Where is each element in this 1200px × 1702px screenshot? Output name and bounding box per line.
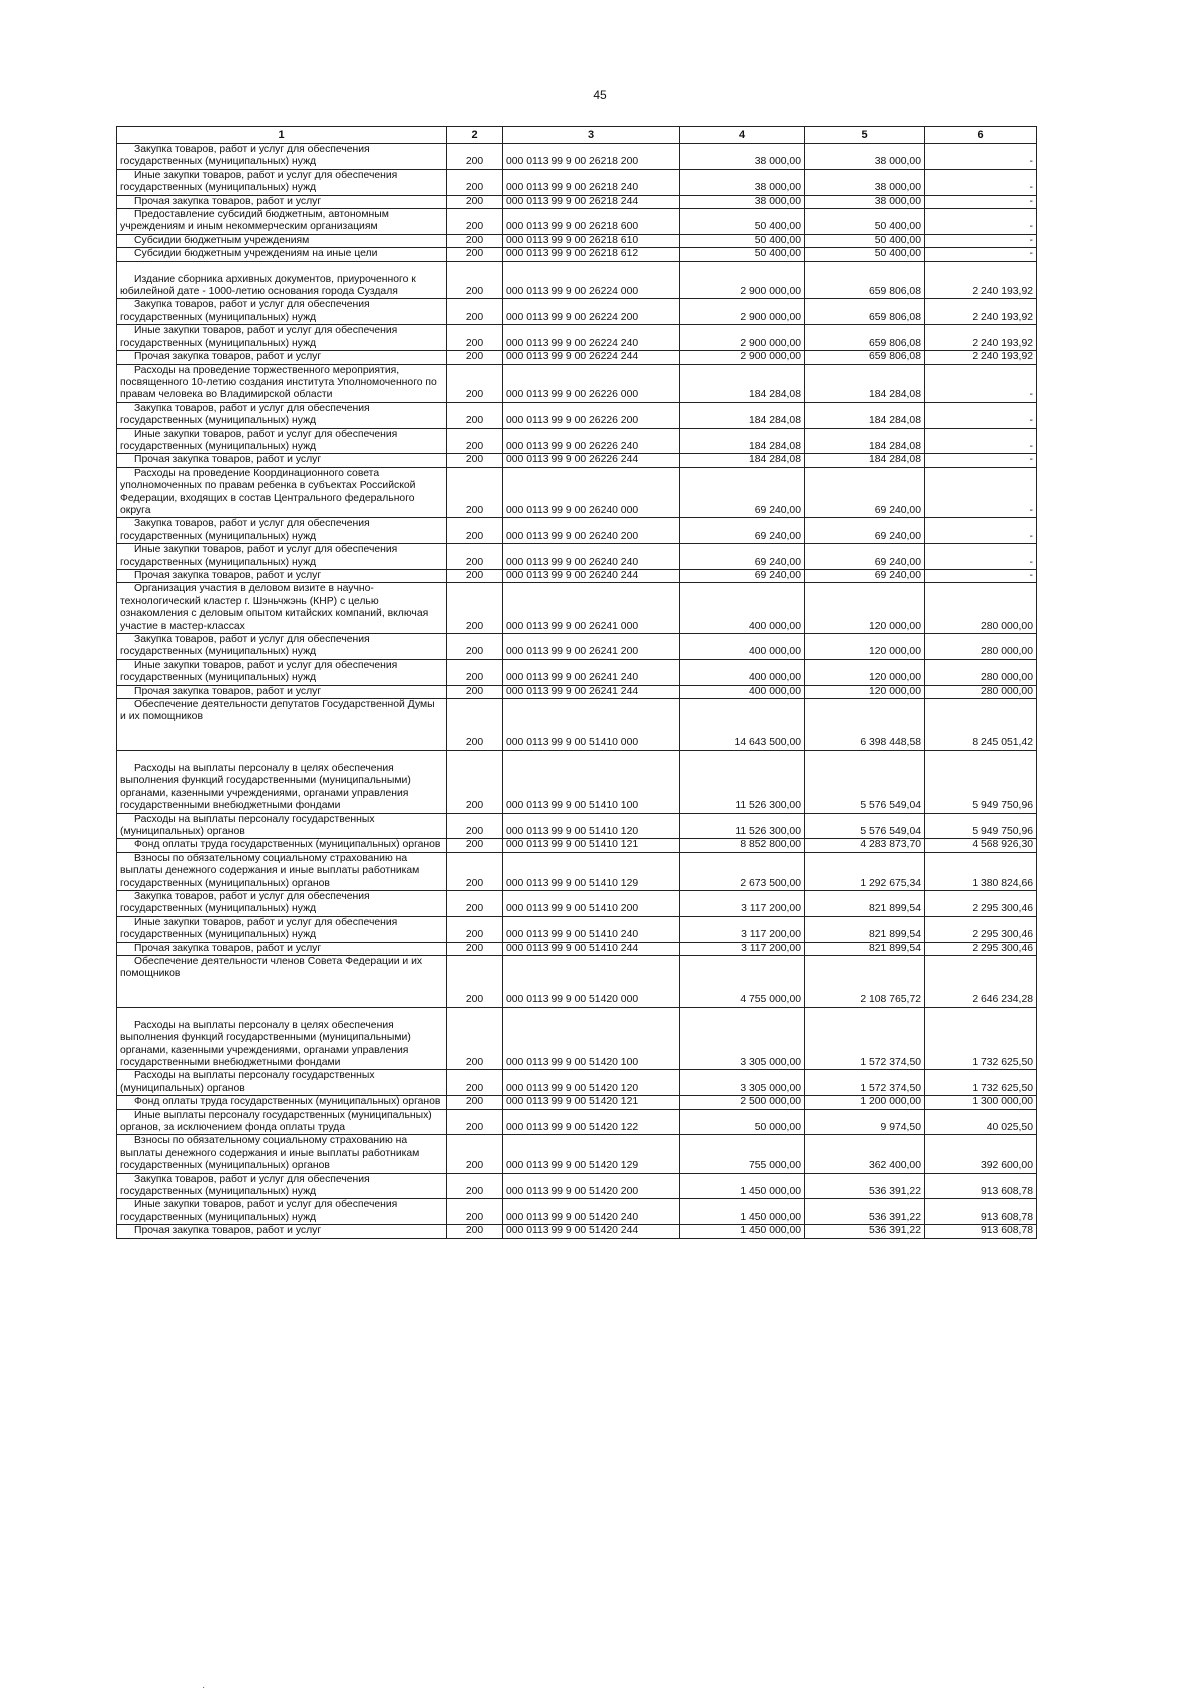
row-name-cell: Фонд оплаты труда государственных (муниципальных) органов: [117, 839, 447, 852]
table-row: [117, 583, 1037, 634]
row-col6-cell: 4 568 926,30: [925, 839, 1037, 852]
row-col5-cell: 69 240,00: [805, 518, 925, 544]
table-row: [117, 261, 1037, 299]
table-row: [117, 544, 1037, 570]
row-col6-cell: 392 600,00: [925, 1135, 1037, 1173]
row-ved-cell: 200: [447, 1007, 503, 1070]
row-name-cell: Иные закупки товаров, работ и услуг для обеспечения государственных (муниципальных) нужд: [117, 1199, 447, 1225]
row-col5-cell: 184 284,08: [805, 454, 925, 467]
row-name-cell: Иные закупки товаров, работ и услуг для обеспечения государственных (муниципальных) нужд: [117, 169, 447, 195]
budget-table: [116, 126, 1037, 1239]
row-col5-cell: 38 000,00: [805, 195, 925, 208]
row-code-cell: 000 0113 99 9 00 26218 610: [503, 234, 680, 247]
row-code-cell: 000 0113 99 9 00 51420 100: [503, 1007, 680, 1070]
table-row: [117, 351, 1037, 364]
row-name-cell: Иные закупки товаров, работ и услуг для обеспечения государственных (муниципальных) нужд: [117, 916, 447, 942]
row-name-cell: Прочая закупка товаров, работ и услуг: [117, 1225, 447, 1238]
row-col4-cell: 38 000,00: [680, 144, 805, 170]
row-name-cell: Прочая закупка товаров, работ и услуг: [117, 570, 447, 583]
row-name-cell: Фонд оплаты труда государственных (муниципальных) органов: [117, 1096, 447, 1109]
table-row: [117, 364, 1037, 402]
table-row: [117, 299, 1037, 325]
row-ved-cell: 200: [447, 916, 503, 942]
row-col6-cell: 2 295 300,46: [925, 916, 1037, 942]
row-col6-cell: 913 608,78: [925, 1199, 1037, 1225]
row-col4-cell: 38 000,00: [680, 195, 805, 208]
row-code-cell: 000 0113 99 9 00 51420 200: [503, 1173, 680, 1199]
row-col6-cell: 2 240 193,92: [925, 299, 1037, 325]
row-code-cell: 000 0113 99 9 00 51410 240: [503, 916, 680, 942]
row-col4-cell: 50 400,00: [680, 234, 805, 247]
row-col5-cell: 362 400,00: [805, 1135, 925, 1173]
table-row: [117, 1007, 1037, 1070]
row-col6-cell: 5 949 750,96: [925, 750, 1037, 813]
table-row: [117, 890, 1037, 916]
row-name-cell: Расходы на выплаты персоналу в целях обеспечения выполнения функций государственными (муниципальными) органами, казенными учреждениями, органами управления государственными внебюджетными фондами: [117, 1007, 447, 1070]
row-ved-cell: 200: [447, 544, 503, 570]
row-col5-cell: 184 284,08: [805, 364, 925, 402]
row-name-cell: Взносы по обязательному социальному страхованию на выплаты денежного содержания и иные выплаты работникам государственных (муниципальных) органов: [117, 852, 447, 890]
row-code-cell: 000 0113 99 9 00 26241 244: [503, 685, 680, 698]
row-code-cell: 000 0113 99 9 00 26218 600: [503, 209, 680, 235]
page-number: 45: [593, 88, 607, 102]
table-row: [117, 916, 1037, 942]
row-ved-cell: 200: [447, 685, 503, 698]
row-ved-cell: 200: [447, 659, 503, 685]
row-name-cell: Расходы на проведение торжественного мероприятия, посвященного 10-летию создания института Уполномоченного по правам человека во Владимирской области: [117, 364, 447, 402]
row-name-cell: Субсидии бюджетным учреждениям на иные цели: [117, 248, 447, 261]
table-row: [117, 942, 1037, 955]
row-col4-cell: 3 305 000,00: [680, 1070, 805, 1096]
row-col4-cell: 2 673 500,00: [680, 852, 805, 890]
row-name-cell: Закупка товаров, работ и услуг для обеспечения государственных (муниципальных) нужд: [117, 518, 447, 544]
row-ved-cell: 200: [447, 699, 503, 751]
row-col6-cell: -: [925, 467, 1037, 518]
row-code-cell: 000 0113 99 9 00 26218 240: [503, 169, 680, 195]
row-ved-cell: 200: [447, 248, 503, 261]
row-ved-cell: 200: [447, 195, 503, 208]
row-col6-cell: 1 300 000,00: [925, 1096, 1037, 1109]
table-row: [117, 750, 1037, 813]
row-ved-cell: 200: [447, 428, 503, 454]
row-ved-cell: 200: [447, 1225, 503, 1238]
table-row: [117, 852, 1037, 890]
table-row: [117, 248, 1037, 261]
row-col4-cell: 3 117 200,00: [680, 916, 805, 942]
row-code-cell: 000 0113 99 9 00 26224 240: [503, 325, 680, 351]
row-ved-cell: 200: [447, 1199, 503, 1225]
row-col4-cell: 400 000,00: [680, 685, 805, 698]
row-col4-cell: 50 400,00: [680, 209, 805, 235]
row-col5-cell: 821 899,54: [805, 942, 925, 955]
row-name-cell: Иные закупки товаров, работ и услуг для обеспечения государственных (муниципальных) нужд: [117, 325, 447, 351]
row-col5-cell: 536 391,22: [805, 1199, 925, 1225]
row-code-cell: 000 0113 99 9 00 26224 200: [503, 299, 680, 325]
row-col6-cell: -: [925, 144, 1037, 170]
row-col5-cell: 50 400,00: [805, 248, 925, 261]
row-col5-cell: 120 000,00: [805, 685, 925, 698]
row-col6-cell: -: [925, 518, 1037, 544]
row-name-cell: Закупка товаров, работ и услуг для обеспечения государственных (муниципальных) нужд: [117, 634, 447, 660]
row-ved-cell: 200: [447, 634, 503, 660]
row-col5-cell: 69 240,00: [805, 467, 925, 518]
row-col6-cell: 280 000,00: [925, 659, 1037, 685]
row-code-cell: 000 0113 99 9 00 26240 000: [503, 467, 680, 518]
row-col6-cell: 2 240 193,92: [925, 261, 1037, 299]
table-row: [117, 144, 1037, 170]
row-col5-cell: 4 283 873,70: [805, 839, 925, 852]
row-ved-cell: 200: [447, 570, 503, 583]
row-code-cell: 000 0113 99 9 00 51420 120: [503, 1070, 680, 1096]
row-col6-cell: 2 295 300,46: [925, 942, 1037, 955]
row-col6-cell: 2 240 193,92: [925, 351, 1037, 364]
row-code-cell: 000 0113 99 9 00 51420 122: [503, 1109, 680, 1135]
row-code-cell: 000 0113 99 9 00 51420 240: [503, 1199, 680, 1225]
column-header: 6: [925, 127, 1037, 144]
row-name-cell: Организация участия в деловом визите в научно-технологический кластер г. Шэньчжэнь (КНР) с целью ознакомления с деловым опытом китайских компаний, включая участие в мастер-классах: [117, 583, 447, 634]
row-name-cell: Расходы на выплаты персоналу государственных (муниципальных) органов: [117, 813, 447, 839]
row-ved-cell: 200: [447, 852, 503, 890]
row-code-cell: 000 0113 99 9 00 26226 000: [503, 364, 680, 402]
row-col4-cell: 1 450 000,00: [680, 1199, 805, 1225]
row-col4-cell: 184 284,08: [680, 402, 805, 428]
row-col6-cell: 913 608,78: [925, 1173, 1037, 1199]
column-header: 5: [805, 127, 925, 144]
row-col5-cell: 1 200 000,00: [805, 1096, 925, 1109]
row-col5-cell: 50 400,00: [805, 209, 925, 235]
row-col6-cell: -: [925, 428, 1037, 454]
row-col6-cell: -: [925, 234, 1037, 247]
table-row: [117, 234, 1037, 247]
row-name-cell: Взносы по обязательному социальному страхованию на выплаты денежного содержания и иные выплаты работникам государственных (муниципальных) органов: [117, 1135, 447, 1173]
row-col4-cell: 184 284,08: [680, 364, 805, 402]
row-col4-cell: 69 240,00: [680, 518, 805, 544]
row-code-cell: 000 0113 99 9 00 26224 244: [503, 351, 680, 364]
row-code-cell: 000 0113 99 9 00 26241 240: [503, 659, 680, 685]
table-row: [117, 1173, 1037, 1199]
row-name-cell: Прочая закупка товаров, работ и услуг: [117, 454, 447, 467]
row-ved-cell: 200: [447, 518, 503, 544]
row-col6-cell: -: [925, 570, 1037, 583]
column-header: 2: [447, 127, 503, 144]
table-row: [117, 467, 1037, 518]
row-name-cell: Издание сборника архивных документов, приуроченного к юбилейной дате - 1000-летию основания города Суздаля: [117, 261, 447, 299]
row-col4-cell: 184 284,08: [680, 428, 805, 454]
row-ved-cell: 200: [447, 467, 503, 518]
row-code-cell: 000 0113 99 9 00 26240 244: [503, 570, 680, 583]
row-col6-cell: 1 732 625,50: [925, 1007, 1037, 1070]
row-col4-cell: 2 500 000,00: [680, 1096, 805, 1109]
row-code-cell: 000 0113 99 9 00 51410 244: [503, 942, 680, 955]
row-code-cell: 000 0113 99 9 00 51420 129: [503, 1135, 680, 1173]
row-code-cell: 000 0113 99 9 00 26218 612: [503, 248, 680, 261]
row-name-cell: Расходы на проведение Координационного совета уполномоченных по правам ребенка в субъектах Российской Федерации, входящих в состав Центрального федерального округа: [117, 467, 447, 518]
row-name-cell: Иные выплаты персоналу государственных (муниципальных) органов, за исключением фонда оплаты труда: [117, 1109, 447, 1135]
row-col4-cell: 69 240,00: [680, 544, 805, 570]
row-col4-cell: 50 000,00: [680, 1109, 805, 1135]
row-ved-cell: 200: [447, 839, 503, 852]
row-code-cell: 000 0113 99 9 00 26218 244: [503, 195, 680, 208]
row-col5-cell: 536 391,22: [805, 1225, 925, 1238]
row-col4-cell: 400 000,00: [680, 583, 805, 634]
row-ved-cell: 200: [447, 1135, 503, 1173]
row-col6-cell: 280 000,00: [925, 583, 1037, 634]
row-col4-cell: 400 000,00: [680, 634, 805, 660]
row-col6-cell: -: [925, 195, 1037, 208]
row-col4-cell: 3 305 000,00: [680, 1007, 805, 1070]
row-col6-cell: -: [925, 364, 1037, 402]
row-ved-cell: 200: [447, 1173, 503, 1199]
row-col5-cell: 659 806,08: [805, 325, 925, 351]
row-col5-cell: 1 572 374,50: [805, 1070, 925, 1096]
row-col5-cell: 9 974,50: [805, 1109, 925, 1135]
row-name-cell: Предоставление субсидий бюджетным, автономным учреждениям и иным некоммерческим организациям: [117, 209, 447, 235]
row-name-cell: Обеспечение деятельности членов Совета Федерации и их помощников: [117, 955, 447, 1007]
row-col6-cell: 2 295 300,46: [925, 890, 1037, 916]
row-ved-cell: 200: [447, 1096, 503, 1109]
row-col5-cell: 6 398 448,58: [805, 699, 925, 751]
row-name-cell: Иные закупки товаров, работ и услуг для обеспечения государственных (муниципальных) нужд: [117, 544, 447, 570]
row-name-cell: Закупка товаров, работ и услуг для обеспечения государственных (муниципальных) нужд: [117, 890, 447, 916]
row-col4-cell: 2 900 000,00: [680, 261, 805, 299]
row-ved-cell: 200: [447, 144, 503, 170]
row-name-cell: Закупка товаров, работ и услуг для обеспечения государственных (муниципальных) нужд: [117, 1173, 447, 1199]
row-col6-cell: 913 608,78: [925, 1225, 1037, 1238]
row-name-cell: Расходы на выплаты персоналу в целях обеспечения выполнения функций государственными (муниципальными) органами, казенными учреждениями, органами управления государственными внебюджетными фондами: [117, 750, 447, 813]
table-row: [117, 209, 1037, 235]
row-col5-cell: 184 284,08: [805, 428, 925, 454]
row-col4-cell: 3 117 200,00: [680, 890, 805, 916]
table-row: [117, 570, 1037, 583]
row-code-cell: 000 0113 99 9 00 26241 200: [503, 634, 680, 660]
row-col4-cell: 400 000,00: [680, 659, 805, 685]
row-code-cell: 000 0113 99 9 00 51420 244: [503, 1225, 680, 1238]
row-col4-cell: 2 900 000,00: [680, 299, 805, 325]
row-col6-cell: -: [925, 169, 1037, 195]
table-row: [117, 685, 1037, 698]
row-code-cell: 000 0113 99 9 00 26240 200: [503, 518, 680, 544]
row-name-cell: Прочая закупка товаров, работ и услуг: [117, 351, 447, 364]
row-code-cell: 000 0113 99 9 00 26241 000: [503, 583, 680, 634]
row-code-cell: 000 0113 99 9 00 51410 200: [503, 890, 680, 916]
row-col5-cell: 69 240,00: [805, 570, 925, 583]
row-name-cell: Субсидии бюджетным учреждениям: [117, 234, 447, 247]
row-col5-cell: 120 000,00: [805, 583, 925, 634]
row-col4-cell: 2 900 000,00: [680, 351, 805, 364]
table-row: [117, 1225, 1037, 1238]
row-ved-cell: 200: [447, 1070, 503, 1096]
row-name-cell: Прочая закупка товаров, работ и услуг: [117, 685, 447, 698]
row-col4-cell: 184 284,08: [680, 454, 805, 467]
row-ved-cell: 200: [447, 813, 503, 839]
row-col6-cell: -: [925, 454, 1037, 467]
row-code-cell: 000 0113 99 9 00 51410 100: [503, 750, 680, 813]
table-row: [117, 1070, 1037, 1096]
row-col6-cell: 280 000,00: [925, 634, 1037, 660]
row-col5-cell: 38 000,00: [805, 144, 925, 170]
row-ved-cell: 200: [447, 209, 503, 235]
row-col5-cell: 821 899,54: [805, 916, 925, 942]
row-code-cell: 000 0113 99 9 00 51420 000: [503, 955, 680, 1007]
scan-speck: ·: [202, 1682, 206, 1693]
table-row: [117, 195, 1037, 208]
row-col4-cell: 755 000,00: [680, 1135, 805, 1173]
row-col4-cell: 1 450 000,00: [680, 1225, 805, 1238]
row-name-cell: Иные закупки товаров, работ и услуг для обеспечения государственных (муниципальных) нужд: [117, 659, 447, 685]
column-header: 1: [117, 127, 447, 144]
row-ved-cell: 200: [447, 299, 503, 325]
row-ved-cell: 200: [447, 890, 503, 916]
row-col4-cell: 11 526 300,00: [680, 813, 805, 839]
table-row: [117, 325, 1037, 351]
row-col4-cell: 1 450 000,00: [680, 1173, 805, 1199]
table-row: [117, 169, 1037, 195]
row-col5-cell: 69 240,00: [805, 544, 925, 570]
table-row: [117, 428, 1037, 454]
row-code-cell: 000 0113 99 9 00 51410 000: [503, 699, 680, 751]
row-col6-cell: -: [925, 248, 1037, 261]
row-code-cell: 000 0113 99 9 00 26226 200: [503, 402, 680, 428]
row-ved-cell: 200: [447, 583, 503, 634]
row-col5-cell: 1 572 374,50: [805, 1007, 925, 1070]
table-row: [117, 1135, 1037, 1173]
table-row: [117, 813, 1037, 839]
row-col6-cell: 8 245 051,42: [925, 699, 1037, 751]
table-row: [117, 699, 1037, 751]
row-col6-cell: -: [925, 402, 1037, 428]
table-row: [117, 518, 1037, 544]
row-ved-cell: 200: [447, 402, 503, 428]
row-col5-cell: 659 806,08: [805, 261, 925, 299]
row-col5-cell: 5 576 549,04: [805, 813, 925, 839]
row-ved-cell: 200: [447, 955, 503, 1007]
row-name-cell: Закупка товаров, работ и услуг для обеспечения государственных (муниципальных) нужд: [117, 144, 447, 170]
row-name-cell: Расходы на выплаты персоналу государственных (муниципальных) органов: [117, 1070, 447, 1096]
row-name-cell: Иные закупки товаров, работ и услуг для обеспечения государственных (муниципальных) нужд: [117, 428, 447, 454]
row-ved-cell: 200: [447, 750, 503, 813]
header-row: [117, 127, 1037, 144]
row-ved-cell: 200: [447, 1109, 503, 1135]
row-col5-cell: 120 000,00: [805, 659, 925, 685]
row-col6-cell: -: [925, 209, 1037, 235]
row-col5-cell: 38 000,00: [805, 169, 925, 195]
row-col4-cell: 69 240,00: [680, 467, 805, 518]
row-col4-cell: 4 755 000,00: [680, 955, 805, 1007]
row-col4-cell: 69 240,00: [680, 570, 805, 583]
row-code-cell: 000 0113 99 9 00 51420 121: [503, 1096, 680, 1109]
column-header: 3: [503, 127, 680, 144]
row-col6-cell: 280 000,00: [925, 685, 1037, 698]
row-ved-cell: 200: [447, 942, 503, 955]
table-row: [117, 634, 1037, 660]
row-code-cell: 000 0113 99 9 00 26226 240: [503, 428, 680, 454]
row-col6-cell: -: [925, 544, 1037, 570]
row-code-cell: 000 0113 99 9 00 26224 000: [503, 261, 680, 299]
row-name-cell: Закупка товаров, работ и услуг для обеспечения государственных (муниципальных) нужд: [117, 402, 447, 428]
column-header: 4: [680, 127, 805, 144]
row-col5-cell: 536 391,22: [805, 1173, 925, 1199]
row-name-cell: Закупка товаров, работ и услуг для обеспечения государственных (муниципальных) нужд: [117, 299, 447, 325]
row-ved-cell: 200: [447, 261, 503, 299]
row-ved-cell: 200: [447, 325, 503, 351]
row-col6-cell: 2 240 193,92: [925, 325, 1037, 351]
row-col4-cell: 38 000,00: [680, 169, 805, 195]
table-row: [117, 1199, 1037, 1225]
row-col5-cell: 120 000,00: [805, 634, 925, 660]
row-col5-cell: 659 806,08: [805, 351, 925, 364]
row-col6-cell: 1 380 824,66: [925, 852, 1037, 890]
table-row: [117, 454, 1037, 467]
row-col4-cell: 50 400,00: [680, 248, 805, 261]
row-name-cell: Прочая закупка товаров, работ и услуг: [117, 942, 447, 955]
row-code-cell: 000 0113 99 9 00 51410 121: [503, 839, 680, 852]
table-row: [117, 839, 1037, 852]
row-col4-cell: 11 526 300,00: [680, 750, 805, 813]
row-code-cell: 000 0113 99 9 00 26226 244: [503, 454, 680, 467]
table-row: [117, 659, 1037, 685]
row-code-cell: 000 0113 99 9 00 51410 129: [503, 852, 680, 890]
row-col6-cell: 5 949 750,96: [925, 813, 1037, 839]
row-col4-cell: 14 643 500,00: [680, 699, 805, 751]
row-ved-cell: 200: [447, 169, 503, 195]
row-col6-cell: 40 025,50: [925, 1109, 1037, 1135]
row-code-cell: 000 0113 99 9 00 26240 240: [503, 544, 680, 570]
row-col5-cell: 184 284,08: [805, 402, 925, 428]
row-code-cell: 000 0113 99 9 00 26218 200: [503, 144, 680, 170]
row-col5-cell: 659 806,08: [805, 299, 925, 325]
row-col6-cell: 2 646 234,28: [925, 955, 1037, 1007]
row-col5-cell: 821 899,54: [805, 890, 925, 916]
row-ved-cell: 200: [447, 454, 503, 467]
row-col4-cell: 3 117 200,00: [680, 942, 805, 955]
row-ved-cell: 200: [447, 351, 503, 364]
row-code-cell: 000 0113 99 9 00 51410 120: [503, 813, 680, 839]
table-row: [117, 1096, 1037, 1109]
row-col5-cell: 50 400,00: [805, 234, 925, 247]
row-col5-cell: 5 576 549,04: [805, 750, 925, 813]
table-row: [117, 1109, 1037, 1135]
row-col4-cell: 2 900 000,00: [680, 325, 805, 351]
table-row: [117, 955, 1037, 1007]
table-row: [117, 402, 1037, 428]
row-name-cell: Прочая закупка товаров, работ и услуг: [117, 195, 447, 208]
row-name-cell: Обеспечение деятельности депутатов Государственной Думы и их помощников: [117, 699, 447, 751]
row-col5-cell: 1 292 675,34: [805, 852, 925, 890]
row-col6-cell: 1 732 625,50: [925, 1070, 1037, 1096]
row-ved-cell: 200: [447, 364, 503, 402]
row-col5-cell: 2 108 765,72: [805, 955, 925, 1007]
row-ved-cell: 200: [447, 234, 503, 247]
row-col4-cell: 8 852 800,00: [680, 839, 805, 852]
